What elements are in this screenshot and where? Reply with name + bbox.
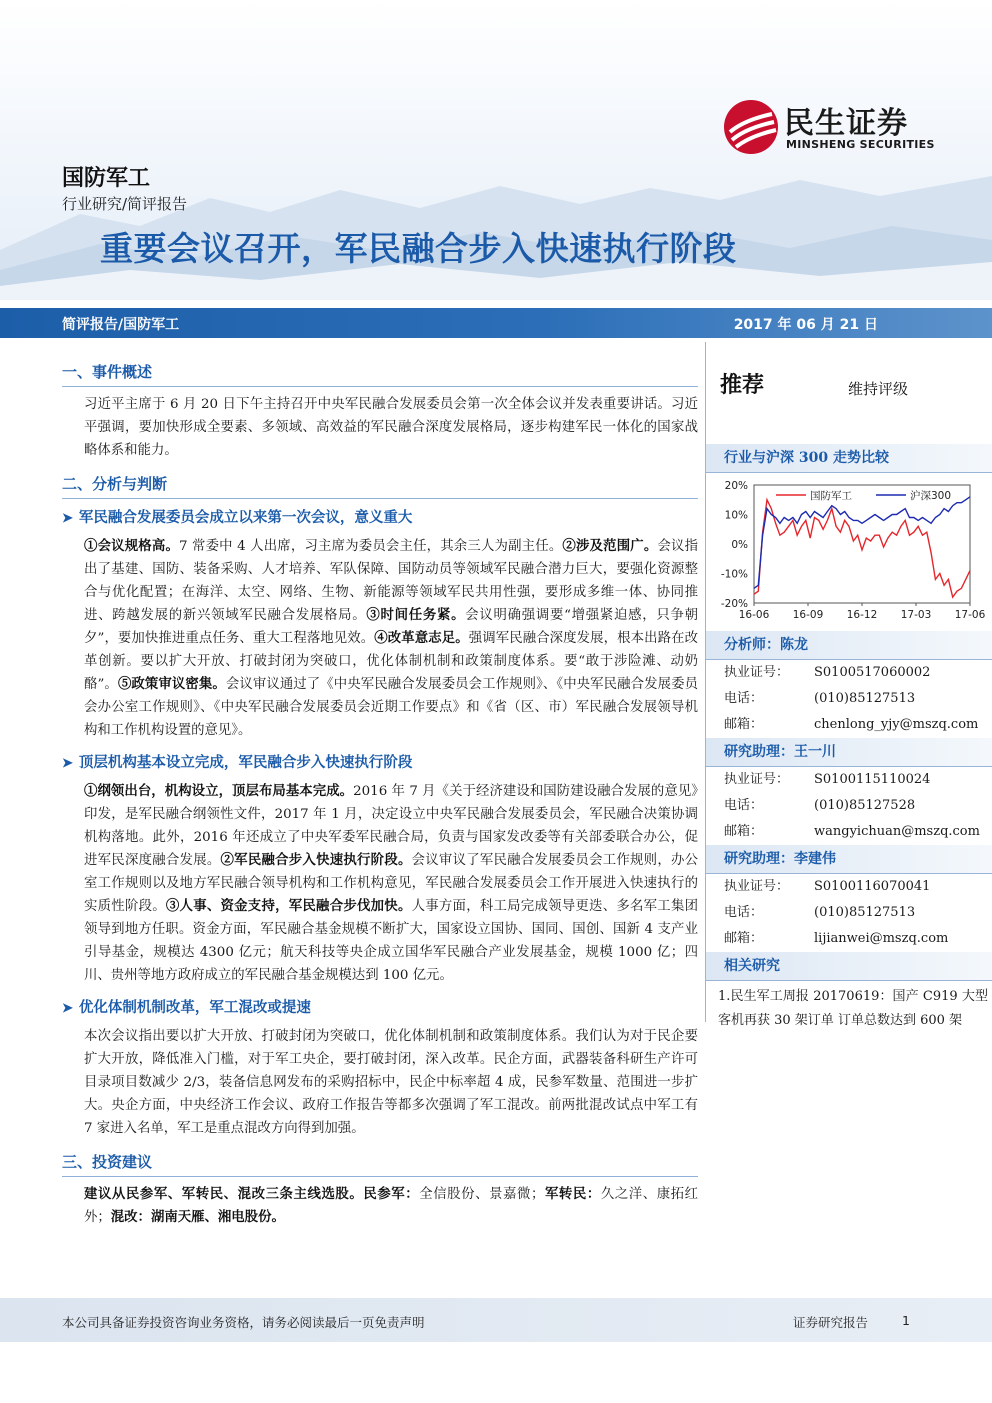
section-1-paragraph: 习近平主席于 6 月 20 日下午主持召开中央军民融合发展委员会第一次全体会议并发表重要讲话。习近平强调，要加快形成全要素、多领域、高效益的军民融合深度发展格局，逐步构建军民一体化的国家战略体系和能力。: [84, 397, 698, 458]
analyst-header: 分析师：陈龙: [706, 631, 992, 660]
assistant2-header: 研究助理：李建伟: [706, 845, 992, 874]
assistant2-cert-row: [724, 874, 992, 900]
x-tick-label: 17-03: [900, 609, 932, 621]
logo-name-cn: 民生证券: [784, 106, 908, 141]
trend-chart-svg: [706, 473, 992, 631]
report-category: 简评报告/国防军工: [62, 317, 180, 333]
rating-box: [706, 342, 992, 444]
y-tick-label: 10%: [724, 509, 748, 522]
point-3-text: 会议明确强调要“增强紧迫感，只争朝夕”，要加快推进重点任务、重大工程落地见效。: [84, 608, 698, 646]
section-2: [62, 470, 698, 499]
subsection-1-title: 军民融合发展委员会成立以来第一次会议，意义重大: [78, 509, 413, 526]
phone-value: (010)85127528: [814, 798, 916, 813]
trend-chart: [706, 473, 992, 631]
report-type: 行业研究/简评报告: [62, 195, 188, 213]
cert-label: 执业证号：: [724, 772, 790, 787]
advice-bold-1: 建议从民参军、军转民、混改三条主线选股。民参军：: [84, 1186, 420, 1202]
advice-text-1: 全信股份、景嘉微；: [419, 1187, 545, 1202]
x-tick-label: 16-06: [738, 609, 770, 621]
minsheng-emblem-icon: [722, 98, 780, 156]
plot-area: [754, 485, 970, 603]
section-3: [62, 1148, 698, 1177]
email-value[interactable]: chenlong_yjy@mszq.com: [814, 717, 979, 732]
point-3-bold: ③时间任务紧。: [366, 607, 466, 623]
industry-label: 国防军工: [62, 166, 151, 191]
footer-report-label: 证券研究报告: [792, 1315, 868, 1330]
footer-disclaimer: 本公司具备证券投资咨询业务资格，请务必阅读最后一页免责声明: [62, 1315, 425, 1330]
point-2-bold: ②军民融合步入快速执行阶段。: [220, 852, 412, 868]
sidebar: [706, 342, 992, 1033]
subsection-1-paragraph: [62, 535, 698, 742]
assistant1-header: 研究助理：王一川: [706, 738, 992, 767]
x-tick-label: 17-06: [954, 609, 986, 621]
legend-label-2: 沪深300: [910, 490, 952, 502]
email-value[interactable]: lijianwei@mszq.com: [814, 931, 949, 946]
analyst-cert-row: [724, 660, 992, 686]
logo-name-en: MINSHENG SECURITIES: [786, 138, 935, 151]
cert-label: 执业证号：: [724, 665, 790, 680]
section-1-title: 一、事件概述: [62, 363, 153, 381]
assistant1-email-row: [724, 819, 992, 845]
section-2-title: 二、分析与判断: [62, 475, 168, 493]
analyst-info: [706, 660, 992, 738]
email-label: 邮箱：: [724, 824, 764, 839]
point-5-bold: ⑤政策审议密集。: [117, 676, 226, 692]
rating-sub: 维持评级: [848, 380, 909, 398]
point-5-text: 会议审议通过了《中央军民融合发展委员会工作规则》、《中央军民融合发展委员会办公室工作规则》、《中央军民融合发展委员会近期工作要点》和《省（区、市）军民融合发展领导机构和工作机构设置的意见》。: [84, 677, 698, 738]
phone-label: 电话：: [724, 798, 764, 813]
point-3-text: 人事方面，科工局完成领导更迭、多名军工集团领导到地方任职。资金方面，军民融合基金规模不断扩大，国家设立国协、国同、国创、国新 4 支产业引导基金，规模达 4300 亿元；航天科技等央企成立国华军民融合产业发展基金，规模 1000 亿；四川、贵州等地方政府成立的军民融合基金规模达到 100 亿元。: [84, 899, 699, 983]
cert-label: 执业证号：: [724, 879, 790, 894]
related-research-header: 相关研究: [706, 952, 992, 981]
point-1-bold: ①纲领出台，机构设立，顶层布局基本完成。: [84, 783, 354, 799]
subsection-3-title: 优化体制机制改革，军工混改或提速: [78, 999, 311, 1016]
assistant2-info: [706, 874, 992, 952]
email-label: 邮箱：: [724, 717, 764, 732]
subsection-2-title: 顶层机构基本设立完成，军民融合步入快速执行阶段: [78, 754, 413, 771]
report-title: 重要会议召开，军民融合步入快速执行阶段: [100, 229, 737, 268]
advice-bold-2: 军转民：: [544, 1186, 601, 1202]
analyst-email-row: [724, 712, 992, 738]
main-content: [62, 358, 698, 1237]
point-1-text: 7 常委中 4 人出席，习主席为委员会主任，其余三人为副主任。: [179, 539, 563, 554]
x-tick-label: 16-12: [846, 609, 878, 621]
page-number: 1: [902, 1313, 910, 1328]
y-tick-label: -20%: [720, 598, 748, 610]
point-4-bold: ④改革意志足。: [374, 630, 469, 646]
point-2-bold: ②涉及范围广。: [562, 538, 658, 554]
x-tick-label: 16-09: [792, 609, 824, 621]
arrow-icon: ➤: [62, 1001, 73, 1016]
analyst-phone-row: [724, 686, 992, 712]
point-3-bold: ③人事、资金支持，军民融合步伐加快。: [165, 898, 412, 914]
advice-text-2: 久之洋、康拓红外；: [84, 1187, 699, 1225]
minsheng-logo: [722, 96, 972, 158]
report-date: 2017 年 06 月 21 日: [733, 317, 878, 333]
cert-value: S0100517060002: [814, 665, 931, 680]
subsection-2-paragraph: [62, 780, 698, 987]
cert-value: S0100116070041: [814, 879, 931, 894]
phone-value: (010)85127513: [814, 691, 916, 706]
advice-bold-3: 混改：湖南天雁、湘电股份。: [110, 1209, 285, 1225]
legend-label-1: 国防军工: [810, 490, 852, 502]
footer: [0, 1298, 992, 1342]
point-2-text: 会议指出了基建、国防、装备采购、人才培养、军队保障、国防动员等领域军民融合潜力巨大，要强化资源整合与优化配置；在海洋、太空、网络、生物、新能源等领域军民共用性强，要形成多维一体、协同推进、跨越发展的新兴领域军民融合发展格局。: [84, 539, 699, 623]
assistant1-phone-row: [724, 793, 992, 819]
assistant2-phone-row: [724, 900, 992, 926]
assistant2-email-row: [724, 926, 992, 952]
cert-value: S0100115110024: [814, 772, 931, 787]
subsection-2: [62, 750, 698, 776]
related-research-item[interactable]: 1.民生军工周报 20170619：国产 C919 大型客机再获 30 架订单 订单总数达到 600 架: [718, 989, 988, 1028]
email-value[interactable]: wangyichuan@mszq.com: [814, 824, 980, 839]
phone-value: (010)85127513: [814, 905, 916, 920]
point-4-text: 强调军民融合深度发展，根本出路在改革创新。要以扩大开放、打破封闭为突破口，优化体制机制和政策制度体系。要“敢于涉险滩、动奶酪”。: [84, 631, 698, 692]
chart-header: 行业与沪深 300 走势比较: [706, 444, 992, 473]
y-tick-label: 0%: [731, 539, 748, 551]
section-3-paragraph: [62, 1183, 698, 1229]
rating-main: 推荐: [720, 373, 765, 398]
subsection-1: [62, 505, 698, 531]
point-1-text: 2016 年 7 月《关于经济建设和国防建设融合发展的意见》印发，是军民融合纲领性文件，2017 年 1 月，决定设立中央军民融合发展委员会，军民融合决策协调机构落地。此外，2016 年还成立了中央军委军民融合局，负责与国家发改委等有关部委联合办公，促进军民深度融合发展。: [84, 784, 698, 868]
subsection-3: [62, 995, 698, 1021]
report-info-bar: [0, 308, 992, 338]
email-label: 邮箱：: [724, 931, 764, 946]
assistant1-info: [706, 767, 992, 845]
assistant1-cert-row: [724, 767, 992, 793]
point-2-text: 会议审议了军民融合发展委员会工作规则，办公室工作规则以及地方军民融合领导机构和工作机构意见，军民融合发展委员会工作开展进入快速执行的实质性阶段。: [84, 853, 699, 914]
y-tick-label: -10%: [720, 568, 748, 581]
arrow-icon: ➤: [62, 756, 73, 771]
arrow-icon: ➤: [62, 511, 73, 526]
y-tick-label: 20%: [724, 480, 748, 492]
phone-label: 电话：: [724, 905, 764, 920]
subsection-3-paragraph: 本次会议指出要以扩大开放、打破封闭为突破口，优化体制机制和政策制度体系。我们认为对于民企要扩大开放，降低准入门槛，对于军工央企，要打破封闭，深入改革。民企方面，武器装备科研生产许可目录项目数减少 2/3，装备信息网发布的采购招标中，民企中标率超 4 成，民参军数量、范围进一步扩大。央企方面，中央经济工作会议、政府工作报告等都多次强调了军工混改。前两批混改试点中军工有 7 家进入名单，军工是重点混改方向得到加强。: [84, 1029, 698, 1136]
phone-label: 电话：: [724, 691, 764, 706]
point-1-bold: ①会议规格高。: [84, 538, 180, 554]
section-1: [62, 358, 698, 387]
section-3-title: 三、投资建议: [62, 1153, 153, 1171]
